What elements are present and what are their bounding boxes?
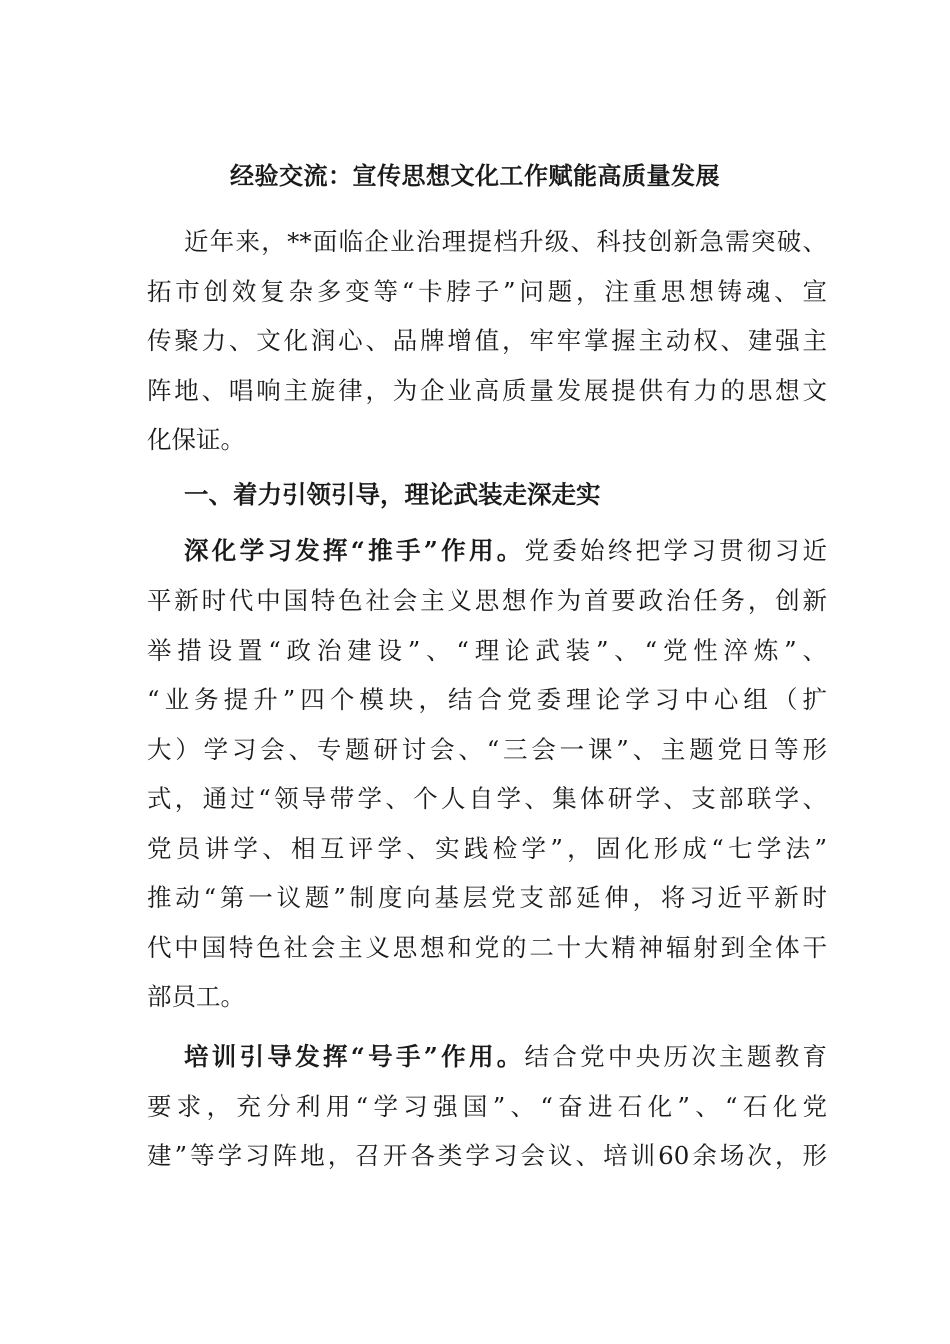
intro-line-4: 阵地、唱响主旋律，为企业高质量发展提供有力的思想文 — [147, 376, 827, 405]
para1-line-9: 代中国特色社会主义思想和党的二十大精神辐射到全体干 — [147, 933, 827, 962]
para1-line-8: 推动“第一议题”制度向基层党支部延伸，将习近平新时 — [147, 883, 827, 912]
intro-line-2: 拓市创效复杂多变等“卡脖子”问题，注重思想铸魂、宣 — [147, 277, 827, 306]
para1-line-5: 大）学习会、专题研讨会、“三会一课”、主题党日等形 — [147, 735, 827, 764]
para1-line-6: 式，通过“领导带学、个人自学、集体研学、支部联学、 — [147, 784, 827, 813]
para1-line-10: 部员工。 — [147, 982, 245, 1011]
para1-line-4: “业务提升”四个模块，结合党委理论学习中心组（扩 — [147, 685, 827, 714]
intro-line-5: 化保证。 — [147, 425, 245, 454]
para2-line-1 — [184, 1037, 827, 1077]
intro-line-3: 传聚力、文化润心、品牌增值，牢牢掌握主动权、建强主 — [147, 326, 827, 355]
section-heading: 一、着力引领引导，理论武装走深走实 — [184, 480, 601, 509]
intro-line-1: 近年来，**面临企业治理提档升级、科技创新急需突破、 — [184, 227, 827, 256]
para1-line-1 — [184, 531, 827, 571]
para2-first-rest: 结合党中央历次主题教育 — [524, 1042, 828, 1071]
para2-line-2: 要求，充分利用“学习强国”、“奋进石化”、“石化党 — [147, 1092, 827, 1121]
para1-lead: 深化学习发挥“推手”作用。 — [184, 536, 525, 565]
para2-line-3: 建”等学习阵地，召开各类学习会议、培训60余场次，形 — [147, 1141, 827, 1170]
para1-line-3: 举措设置“政治建设”、“理论武装”、“党性淬炼”、 — [147, 636, 827, 665]
para2-lead: 培训引导发挥“号手”作用。 — [184, 1042, 525, 1071]
para1-line-2: 平新时代中国特色社会主义思想作为首要政治任务，创新 — [147, 586, 827, 615]
para1-line-7: 党员讲学、相互评学、实践检学”，固化形成“七学法” — [147, 834, 827, 863]
para1-first-rest: 党委始终把学习贯彻习近 — [524, 536, 828, 565]
document-title: 经验交流：宣传思想文化工作赋能高质量发展 — [230, 161, 720, 190]
